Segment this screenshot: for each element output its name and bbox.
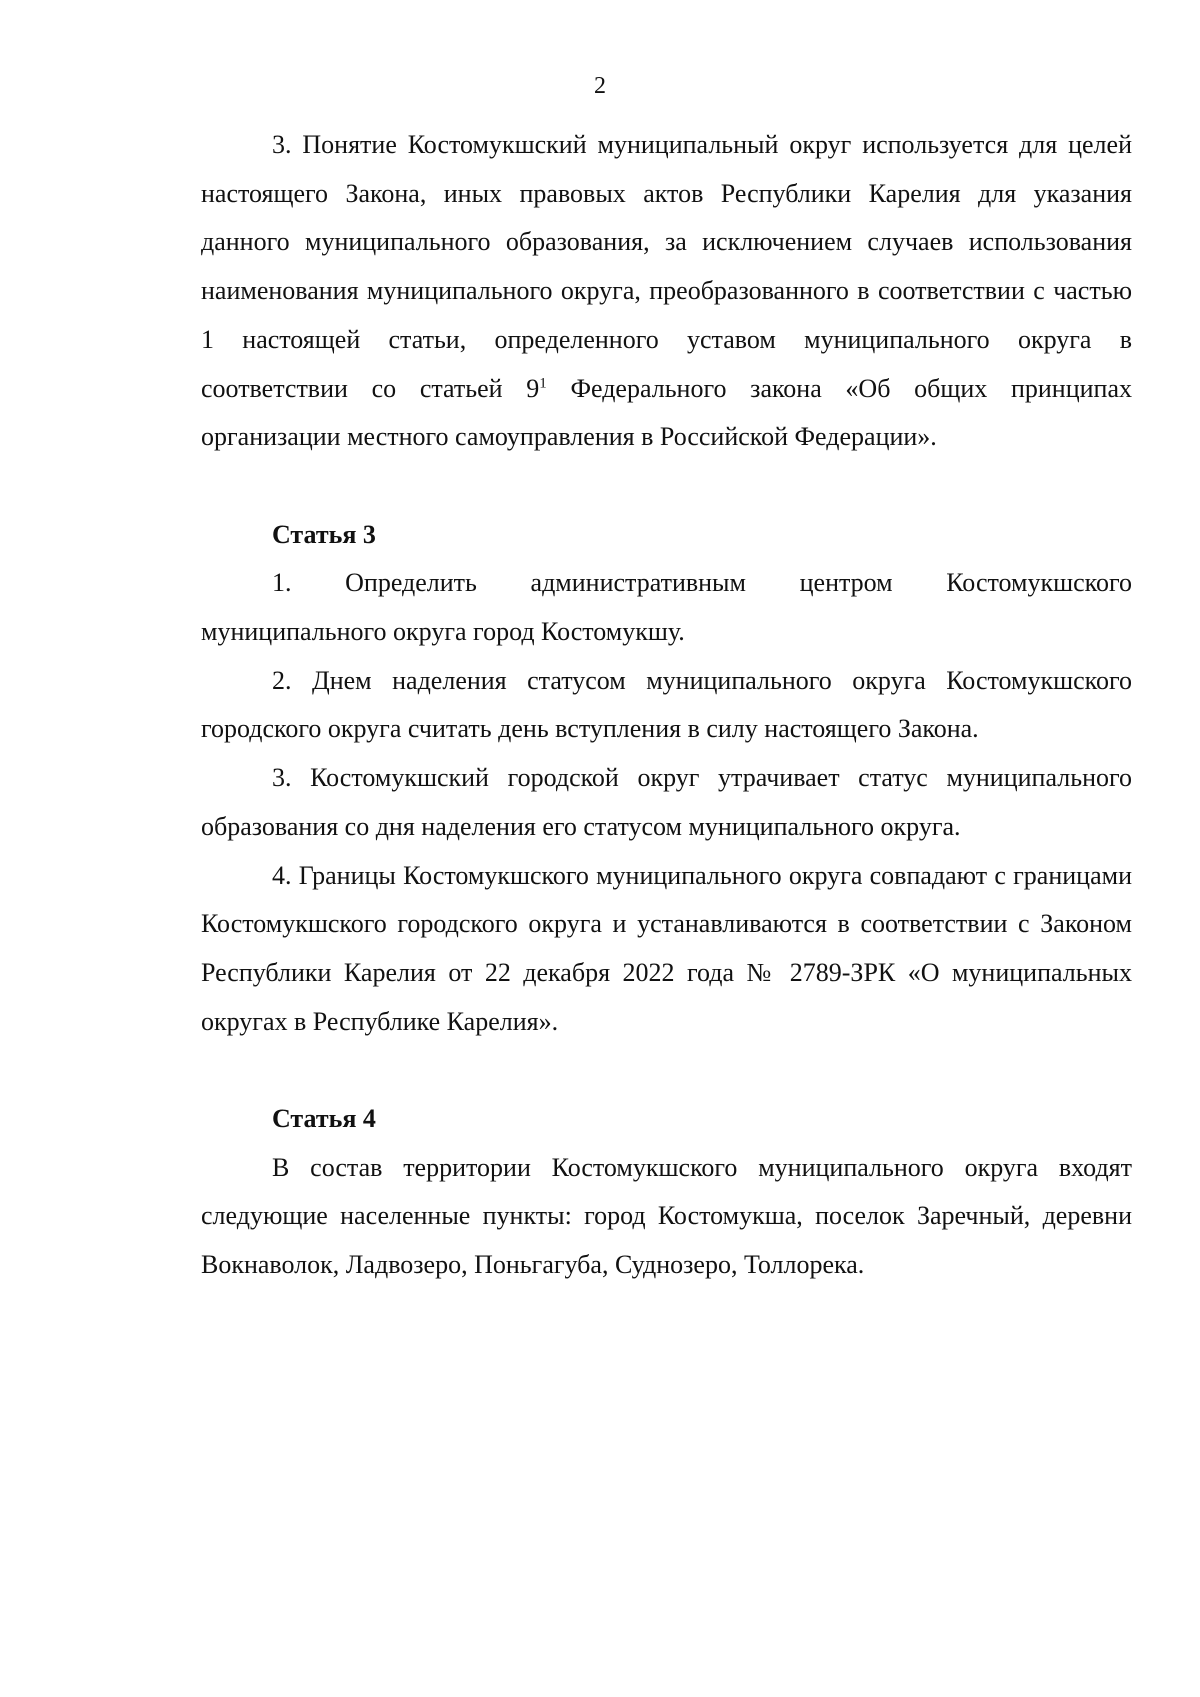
- paragraph-article2-item3: [201, 121, 1132, 462]
- superscript-reference: 1: [539, 374, 547, 391]
- article-3-item-3: 3. Костомукшский городской округ утрачивает статус муниципального образования со дня наделения его статусом муниципального округа.: [201, 763, 1132, 841]
- section-spacer: [201, 1046, 1132, 1095]
- paragraph-text: 3. Понятие Костомукшский муниципальный округ используется для целей настоящего Закона, иных правовых актов Республики Карелия для указания данного муниципального образования, за исключением случаев использования наименования муниципального округа, преобразованного в соответствии с частью 1 настоящей статьи, определенного уставом муниципального округа в соответствии со статьей 9: [201, 130, 1132, 403]
- article-3-item-1: 1. Определить административным центром Костомукшского муниципального округа город Костомукшу.: [201, 568, 1132, 647]
- article-3-item-2: 2. Днем наделения статусом муниципального округа Костомукшского городского округа считать день вступления в силу настоящего Закона.: [201, 665, 1132, 744]
- article-4-heading: Статья 4: [272, 1104, 376, 1134]
- article-4-item-1: В состав территории Костомукшского муниципального округа входят следующие населенные пункты: город Костомукша, поселок Заречный, деревни Вокнаволок, Ладвозеро, Поньгагуба, Суднозеро, Толлорека.: [201, 1152, 1132, 1280]
- section-spacer: [201, 462, 1132, 511]
- page-number: 2: [594, 73, 606, 99]
- paragraph-text: Федерального закона «Об общих принципах организации местного самоуправления в Российской Федерации».: [201, 373, 1132, 452]
- article-3-heading: Статья 3: [272, 519, 376, 549]
- document-body: [201, 121, 1132, 1290]
- article-3-item-4: 4. Границы Костомукшского муниципального округа совпадают с границами Костомукшского городского округа и устанавливаются в соответствии с Законом Республики Карелия от 22 декабря 2022 года № 2789-ЗРК «О муниципальных округах в Республике Карелия».: [201, 860, 1132, 1036]
